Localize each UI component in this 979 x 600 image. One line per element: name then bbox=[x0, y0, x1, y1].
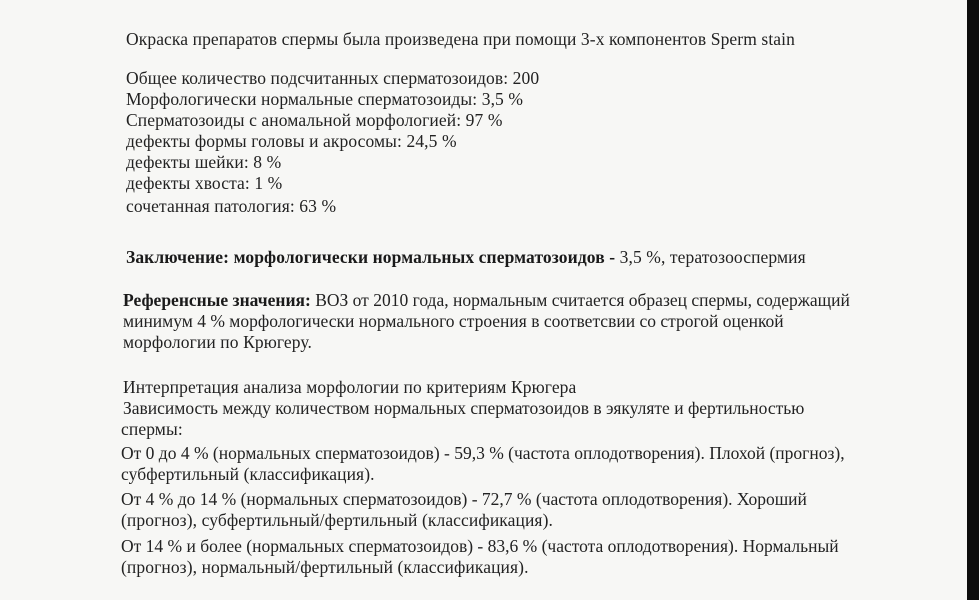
stat-total-count: Общее количество подсчитанных сперматозоидов: 200 bbox=[126, 68, 540, 88]
reference-label: Референсные значения: bbox=[123, 290, 311, 310]
range-2-line-1: От 4 % до 14 % (нормальных сперматозоидов) - 72,7 % (частота оплодотворения). Хороший bbox=[121, 489, 807, 509]
stat-tail-defects: дефекты хвоста: 1 % bbox=[126, 173, 283, 193]
conclusion-line bbox=[126, 247, 806, 267]
conclusion-label: Заключение: морфологически нормальных сперматозоидов - bbox=[126, 247, 616, 267]
range-3-line-2: (прогноз), нормальный/фертильный (классификация). bbox=[121, 557, 529, 577]
range-1-line-1: От 0 до 4 % (нормальных сперматозоидов) - 59,3 % (частота оплодотворения). Плохой (прогноз), bbox=[121, 443, 845, 463]
scan-edge bbox=[967, 0, 979, 600]
stat-head-defects: дефекты формы головы и акросомы: 24,5 % bbox=[126, 131, 457, 151]
range-1-line-2: субфертильный (классификация). bbox=[121, 464, 375, 484]
intro-text: Окраска препаратов спермы была произведена при помощи 3-х компонентов Sperm stain bbox=[126, 29, 795, 49]
dependency-line-1: Зависимость между количеством нормальных сперматозоидов в эякуляте и фертильностью bbox=[123, 398, 805, 418]
reference-line-3: морфологии по Крюгеру. bbox=[123, 332, 312, 352]
interpretation-title: Интерпретация анализа морфологии по критериям Крюгера bbox=[123, 377, 577, 397]
range-2-line-2: (прогноз), субфертильный/фертильный (классификация). bbox=[121, 510, 553, 530]
stat-normal-morphology: Морфологически нормальные сперматозоиды: 3,5 % bbox=[126, 89, 524, 109]
conclusion-text: 3,5 %, тератозооспермия bbox=[615, 247, 806, 267]
stat-combined-pathology: сочетанная патология: 63 % bbox=[126, 196, 337, 216]
reference-line-1 bbox=[123, 290, 947, 310]
reference-line-2: минимум 4 % морфологически нормального строения в соответсвии со строгой оценкой bbox=[123, 311, 784, 331]
stat-neck-defects: дефекты шейки: 8 % bbox=[126, 152, 282, 172]
reference-text-1: ВОЗ от 2010 года, нормальным считается образец спермы, содержащий bbox=[310, 290, 850, 310]
stat-abnormal-morphology: Сперматозоиды с аномальной морфологией: 97 % bbox=[126, 110, 503, 130]
range-3-line-1: От 14 % и более (нормальных сперматозоидов) - 83,6 % (частота оплодотворения). Нормальный bbox=[121, 536, 839, 556]
dependency-line-2: спермы: bbox=[121, 419, 183, 439]
